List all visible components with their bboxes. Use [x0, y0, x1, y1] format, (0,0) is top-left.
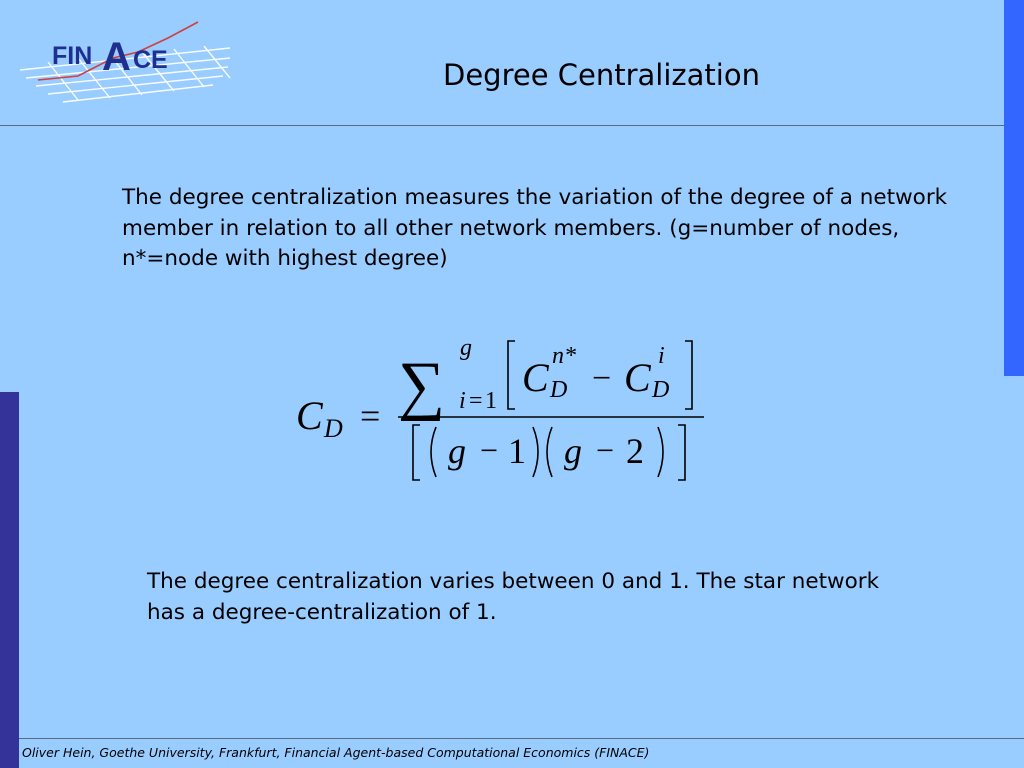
den-val2: 2: [626, 431, 644, 471]
equals-sign: =: [360, 396, 381, 436]
right-accent-bar: [1004, 0, 1024, 376]
sum-upper-limit: g: [460, 335, 472, 361]
header-divider: [0, 125, 1004, 126]
sum-lower-var: i: [459, 388, 466, 414]
slide-title: Degree Centralization: [443, 58, 760, 92]
left-accent-bar: [0, 392, 19, 768]
den-minus1: −: [480, 432, 499, 468]
den-var2: g: [564, 431, 582, 471]
denominator-left-paren-2: [547, 427, 552, 477]
finace-logo: [18, 18, 233, 104]
logo-text-a: A: [102, 35, 131, 79]
definition-paragraph: The degree centralization measures the variation of the degree of a network member in relation to all other network members. (g=number of nodes, n*=node with highest degree): [122, 185, 948, 271]
term1-subscript: D: [550, 377, 568, 403]
denominator-right-paren-1: [533, 427, 538, 477]
numerator-left-bracket: [508, 341, 515, 409]
denominator-right-bracket: [678, 425, 685, 480]
degree-centralization-formula: [280, 325, 720, 495]
footer-divider: [19, 738, 1024, 739]
den-minus2: −: [596, 432, 615, 468]
numerator-right-bracket: [685, 341, 692, 409]
term1-symbol: C: [522, 355, 549, 400]
sum-lower-val: 1: [485, 388, 497, 414]
numerator-minus: −: [592, 360, 612, 397]
term2-subscript: D: [652, 377, 670, 403]
term2-symbol: C: [624, 355, 651, 400]
den-val1: 1: [508, 431, 526, 471]
term2-superscript: i: [658, 343, 665, 369]
sum-lower-eq: =: [469, 388, 483, 414]
denominator-right-paren-2: [658, 427, 663, 477]
den-var1: g: [448, 431, 466, 471]
lhs-symbol: C: [296, 393, 323, 438]
logo-text-fin: FIN: [52, 42, 93, 70]
denominator-left-bracket: [413, 425, 420, 480]
lhs-subscript: D: [324, 414, 343, 443]
denominator-left-paren-1: [431, 427, 436, 477]
summation-sign: ∑: [398, 349, 446, 422]
range-paragraph: The degree centralization varies between 0 and 1. The star network has a degree-centralization of 1.: [147, 569, 880, 625]
logo-text-ce: CE: [133, 46, 168, 74]
term1-superscript: n*: [552, 343, 576, 369]
footer-credit: Oliver Hein, Goethe University, Frankfurt, Financial Agent-based Computational Economics (FINACE): [22, 745, 650, 760]
